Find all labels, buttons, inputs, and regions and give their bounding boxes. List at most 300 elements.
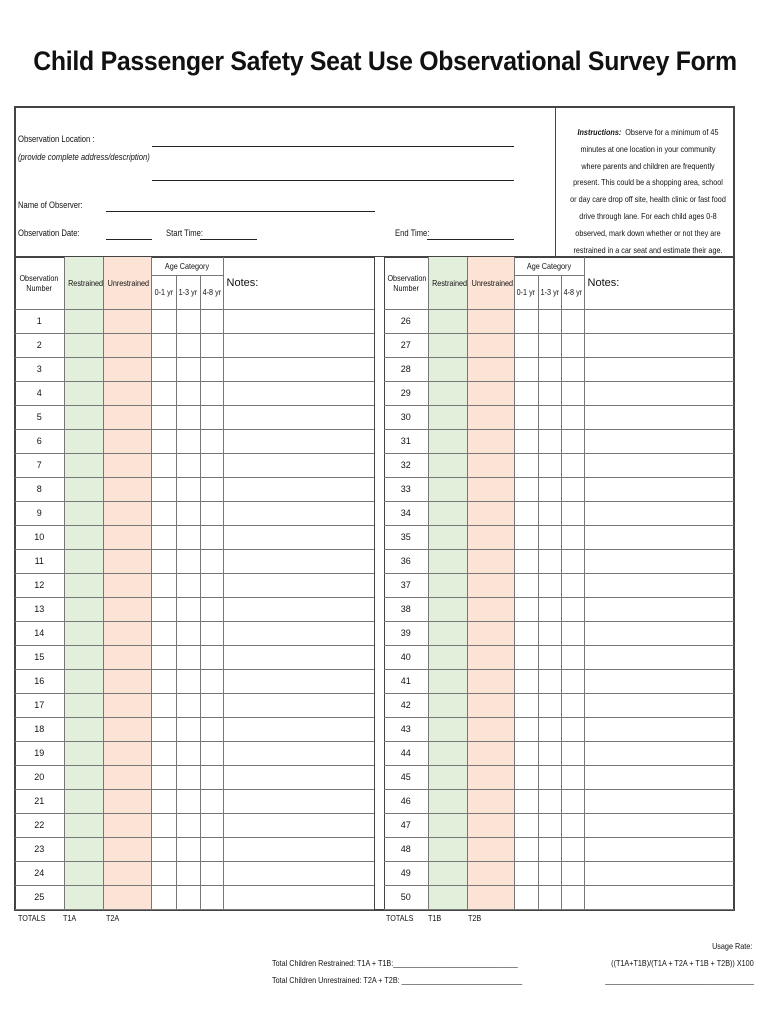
age-4-8-cell[interactable] bbox=[200, 789, 223, 813]
age-1-3-cell[interactable] bbox=[176, 429, 200, 453]
notes-cell[interactable] bbox=[223, 381, 374, 405]
age-4-8-cell[interactable] bbox=[200, 357, 223, 381]
age-4-8-cell[interactable] bbox=[561, 309, 584, 333]
age-0-1-cell[interactable] bbox=[151, 645, 176, 669]
notes-cell[interactable] bbox=[584, 861, 734, 885]
age-4-8-cell[interactable] bbox=[561, 525, 584, 549]
restrained-cell[interactable] bbox=[428, 405, 467, 429]
age-1-3-cell[interactable] bbox=[538, 501, 561, 525]
age-1-3-cell[interactable] bbox=[176, 717, 200, 741]
notes-cell[interactable] bbox=[584, 309, 734, 333]
age-1-3-cell[interactable] bbox=[538, 477, 561, 501]
age-4-8-cell[interactable] bbox=[561, 693, 584, 717]
notes-cell[interactable] bbox=[584, 837, 734, 861]
restrained-cell[interactable] bbox=[428, 837, 467, 861]
notes-cell[interactable] bbox=[223, 861, 374, 885]
age-1-3-cell[interactable] bbox=[538, 429, 561, 453]
restrained-cell[interactable] bbox=[64, 813, 103, 837]
age-0-1-cell[interactable] bbox=[514, 861, 538, 885]
age-1-3-cell[interactable] bbox=[176, 837, 200, 861]
age-0-1-cell[interactable] bbox=[514, 717, 538, 741]
restrained-cell[interactable] bbox=[64, 405, 103, 429]
age-4-8-cell[interactable] bbox=[200, 309, 223, 333]
restrained-cell[interactable] bbox=[64, 861, 103, 885]
age-0-1-cell[interactable] bbox=[151, 309, 176, 333]
age-0-1-cell[interactable] bbox=[151, 357, 176, 381]
notes-cell[interactable] bbox=[223, 573, 374, 597]
notes-cell[interactable] bbox=[584, 741, 734, 765]
age-1-3-cell[interactable] bbox=[538, 741, 561, 765]
age-1-3-cell[interactable] bbox=[538, 453, 561, 477]
age-0-1-cell[interactable] bbox=[151, 453, 176, 477]
age-1-3-cell[interactable] bbox=[176, 813, 200, 837]
restrained-cell[interactable] bbox=[64, 693, 103, 717]
unrestrained-cell[interactable] bbox=[467, 501, 514, 525]
age-1-3-cell[interactable] bbox=[176, 741, 200, 765]
age-4-8-cell[interactable] bbox=[561, 597, 584, 621]
age-1-3-cell[interactable] bbox=[176, 477, 200, 501]
age-1-3-cell[interactable] bbox=[538, 405, 561, 429]
unrestrained-cell[interactable] bbox=[467, 525, 514, 549]
age-1-3-cell[interactable] bbox=[176, 885, 200, 909]
notes-cell[interactable] bbox=[223, 357, 374, 381]
age-1-3-cell[interactable] bbox=[538, 573, 561, 597]
age-0-1-cell[interactable] bbox=[514, 381, 538, 405]
age-4-8-cell[interactable] bbox=[200, 477, 223, 501]
age-1-3-cell[interactable] bbox=[538, 309, 561, 333]
unrestrained-cell[interactable] bbox=[467, 477, 514, 501]
age-0-1-cell[interactable] bbox=[151, 621, 176, 645]
age-0-1-cell[interactable] bbox=[514, 621, 538, 645]
age-0-1-cell[interactable] bbox=[151, 837, 176, 861]
notes-cell[interactable] bbox=[223, 405, 374, 429]
unrestrained-cell[interactable] bbox=[103, 453, 151, 477]
restrained-cell[interactable] bbox=[428, 813, 467, 837]
restrained-cell[interactable] bbox=[64, 381, 103, 405]
unrestrained-cell[interactable] bbox=[103, 837, 151, 861]
age-0-1-cell[interactable] bbox=[514, 885, 538, 909]
age-1-3-cell[interactable] bbox=[538, 357, 561, 381]
notes-cell[interactable] bbox=[223, 333, 374, 357]
age-1-3-cell[interactable] bbox=[538, 333, 561, 357]
date-field-line[interactable] bbox=[106, 239, 152, 240]
notes-cell[interactable] bbox=[223, 837, 374, 861]
age-4-8-cell[interactable] bbox=[561, 837, 584, 861]
age-4-8-cell[interactable] bbox=[561, 861, 584, 885]
age-0-1-cell[interactable] bbox=[151, 597, 176, 621]
notes-cell[interactable] bbox=[584, 693, 734, 717]
notes-cell[interactable] bbox=[584, 525, 734, 549]
notes-cell[interactable] bbox=[584, 501, 734, 525]
unrestrained-cell[interactable] bbox=[103, 333, 151, 357]
restrained-cell[interactable] bbox=[64, 357, 103, 381]
notes-cell[interactable] bbox=[223, 453, 374, 477]
age-4-8-cell[interactable] bbox=[561, 621, 584, 645]
age-4-8-cell[interactable] bbox=[561, 813, 584, 837]
notes-cell[interactable] bbox=[223, 477, 374, 501]
age-0-1-cell[interactable] bbox=[514, 309, 538, 333]
age-0-1-cell[interactable] bbox=[514, 525, 538, 549]
age-0-1-cell[interactable] bbox=[514, 549, 538, 573]
observer-field-line[interactable] bbox=[106, 211, 375, 212]
age-4-8-cell[interactable] bbox=[561, 429, 584, 453]
age-4-8-cell[interactable] bbox=[200, 741, 223, 765]
unrestrained-cell[interactable] bbox=[103, 597, 151, 621]
age-1-3-cell[interactable] bbox=[538, 885, 561, 909]
age-0-1-cell[interactable] bbox=[514, 837, 538, 861]
age-0-1-cell[interactable] bbox=[514, 573, 538, 597]
restrained-cell[interactable] bbox=[428, 573, 467, 597]
age-4-8-cell[interactable] bbox=[561, 789, 584, 813]
restrained-cell[interactable] bbox=[64, 549, 103, 573]
notes-cell[interactable] bbox=[584, 717, 734, 741]
restrained-cell[interactable] bbox=[64, 333, 103, 357]
age-0-1-cell[interactable] bbox=[151, 717, 176, 741]
age-0-1-cell[interactable] bbox=[514, 669, 538, 693]
age-4-8-cell[interactable] bbox=[200, 405, 223, 429]
restrained-cell[interactable] bbox=[428, 501, 467, 525]
age-1-3-cell[interactable] bbox=[176, 309, 200, 333]
unrestrained-cell[interactable] bbox=[103, 621, 151, 645]
unrestrained-cell[interactable] bbox=[103, 741, 151, 765]
age-4-8-cell[interactable] bbox=[561, 717, 584, 741]
notes-cell[interactable] bbox=[584, 549, 734, 573]
age-0-1-cell[interactable] bbox=[151, 525, 176, 549]
restrained-cell[interactable] bbox=[64, 573, 103, 597]
age-1-3-cell[interactable] bbox=[176, 357, 200, 381]
notes-cell[interactable] bbox=[223, 501, 374, 525]
unrestrained-cell[interactable] bbox=[467, 549, 514, 573]
age-1-3-cell[interactable] bbox=[538, 813, 561, 837]
age-4-8-cell[interactable] bbox=[200, 381, 223, 405]
notes-cell[interactable] bbox=[584, 813, 734, 837]
unrestrained-cell[interactable] bbox=[467, 381, 514, 405]
notes-cell[interactable] bbox=[223, 717, 374, 741]
restrained-cell[interactable] bbox=[64, 669, 103, 693]
restrained-cell[interactable] bbox=[64, 741, 103, 765]
unrestrained-cell[interactable] bbox=[103, 765, 151, 789]
notes-cell[interactable] bbox=[584, 357, 734, 381]
age-4-8-cell[interactable] bbox=[561, 645, 584, 669]
restrained-cell[interactable] bbox=[428, 429, 467, 453]
restrained-cell[interactable] bbox=[428, 357, 467, 381]
age-4-8-cell[interactable] bbox=[200, 525, 223, 549]
age-4-8-cell[interactable] bbox=[200, 765, 223, 789]
age-1-3-cell[interactable] bbox=[538, 549, 561, 573]
age-0-1-cell[interactable] bbox=[514, 405, 538, 429]
restrained-cell[interactable] bbox=[428, 525, 467, 549]
restrained-cell[interactable] bbox=[64, 453, 103, 477]
unrestrained-cell[interactable] bbox=[467, 453, 514, 477]
age-1-3-cell[interactable] bbox=[538, 717, 561, 741]
age-0-1-cell[interactable] bbox=[514, 597, 538, 621]
age-4-8-cell[interactable] bbox=[200, 861, 223, 885]
restrained-cell[interactable] bbox=[428, 741, 467, 765]
age-1-3-cell[interactable] bbox=[176, 405, 200, 429]
unrestrained-cell[interactable] bbox=[467, 813, 514, 837]
unrestrained-cell[interactable] bbox=[467, 333, 514, 357]
age-0-1-cell[interactable] bbox=[151, 501, 176, 525]
age-1-3-cell[interactable] bbox=[538, 669, 561, 693]
age-4-8-cell[interactable] bbox=[561, 885, 584, 909]
restrained-cell[interactable] bbox=[428, 669, 467, 693]
age-4-8-cell[interactable] bbox=[561, 357, 584, 381]
age-0-1-cell[interactable] bbox=[151, 477, 176, 501]
restrained-cell[interactable] bbox=[64, 717, 103, 741]
notes-cell[interactable] bbox=[584, 621, 734, 645]
age-0-1-cell[interactable] bbox=[151, 549, 176, 573]
age-1-3-cell[interactable] bbox=[538, 525, 561, 549]
unrestrained-cell[interactable] bbox=[103, 501, 151, 525]
age-1-3-cell[interactable] bbox=[176, 525, 200, 549]
age-0-1-cell[interactable] bbox=[151, 813, 176, 837]
notes-cell[interactable] bbox=[584, 573, 734, 597]
start-time-field-line[interactable] bbox=[200, 239, 257, 240]
age-1-3-cell[interactable] bbox=[538, 765, 561, 789]
age-1-3-cell[interactable] bbox=[538, 693, 561, 717]
unrestrained-cell[interactable] bbox=[103, 549, 151, 573]
age-4-8-cell[interactable] bbox=[200, 645, 223, 669]
restrained-cell[interactable] bbox=[428, 789, 467, 813]
age-4-8-cell[interactable] bbox=[200, 573, 223, 597]
age-4-8-cell[interactable] bbox=[200, 693, 223, 717]
age-0-1-cell[interactable] bbox=[151, 573, 176, 597]
restrained-cell[interactable] bbox=[64, 525, 103, 549]
age-0-1-cell[interactable] bbox=[151, 429, 176, 453]
unrestrained-cell[interactable] bbox=[103, 309, 151, 333]
notes-cell[interactable] bbox=[223, 429, 374, 453]
age-4-8-cell[interactable] bbox=[200, 549, 223, 573]
age-4-8-cell[interactable] bbox=[561, 765, 584, 789]
restrained-cell[interactable] bbox=[64, 837, 103, 861]
unrestrained-cell[interactable] bbox=[103, 525, 151, 549]
age-1-3-cell[interactable] bbox=[176, 693, 200, 717]
age-4-8-cell[interactable] bbox=[561, 573, 584, 597]
age-1-3-cell[interactable] bbox=[176, 333, 200, 357]
age-4-8-cell[interactable] bbox=[200, 813, 223, 837]
notes-cell[interactable] bbox=[223, 693, 374, 717]
age-4-8-cell[interactable] bbox=[561, 501, 584, 525]
age-1-3-cell[interactable] bbox=[176, 573, 200, 597]
age-0-1-cell[interactable] bbox=[514, 501, 538, 525]
notes-cell[interactable] bbox=[584, 669, 734, 693]
age-0-1-cell[interactable] bbox=[514, 477, 538, 501]
unrestrained-cell[interactable] bbox=[467, 789, 514, 813]
age-1-3-cell[interactable] bbox=[176, 621, 200, 645]
notes-cell[interactable] bbox=[223, 309, 374, 333]
age-1-3-cell[interactable] bbox=[538, 789, 561, 813]
notes-cell[interactable] bbox=[223, 597, 374, 621]
age-4-8-cell[interactable] bbox=[200, 669, 223, 693]
restrained-cell[interactable] bbox=[64, 765, 103, 789]
age-0-1-cell[interactable] bbox=[514, 741, 538, 765]
age-0-1-cell[interactable] bbox=[514, 693, 538, 717]
restrained-cell[interactable] bbox=[64, 645, 103, 669]
age-4-8-cell[interactable] bbox=[200, 429, 223, 453]
restrained-cell[interactable] bbox=[428, 333, 467, 357]
unrestrained-cell[interactable] bbox=[467, 309, 514, 333]
notes-cell[interactable] bbox=[584, 789, 734, 813]
restrained-cell[interactable] bbox=[428, 597, 467, 621]
notes-cell[interactable] bbox=[223, 549, 374, 573]
age-4-8-cell[interactable] bbox=[561, 453, 584, 477]
age-1-3-cell[interactable] bbox=[176, 597, 200, 621]
restrained-cell[interactable] bbox=[64, 477, 103, 501]
age-4-8-cell[interactable] bbox=[200, 717, 223, 741]
age-1-3-cell[interactable] bbox=[538, 645, 561, 669]
age-1-3-cell[interactable] bbox=[538, 837, 561, 861]
age-4-8-cell[interactable] bbox=[561, 549, 584, 573]
unrestrained-cell[interactable] bbox=[103, 885, 151, 909]
age-4-8-cell[interactable] bbox=[561, 333, 584, 357]
unrestrained-cell[interactable] bbox=[467, 669, 514, 693]
unrestrained-cell[interactable] bbox=[103, 477, 151, 501]
unrestrained-cell[interactable] bbox=[103, 693, 151, 717]
age-4-8-cell[interactable] bbox=[200, 501, 223, 525]
restrained-cell[interactable] bbox=[428, 621, 467, 645]
age-0-1-cell[interactable] bbox=[151, 861, 176, 885]
unrestrained-cell[interactable] bbox=[103, 429, 151, 453]
age-0-1-cell[interactable] bbox=[514, 333, 538, 357]
age-0-1-cell[interactable] bbox=[151, 789, 176, 813]
unrestrained-cell[interactable] bbox=[467, 645, 514, 669]
age-0-1-cell[interactable] bbox=[514, 453, 538, 477]
restrained-cell[interactable] bbox=[428, 309, 467, 333]
age-1-3-cell[interactable] bbox=[176, 453, 200, 477]
unrestrained-cell[interactable] bbox=[467, 885, 514, 909]
restrained-cell[interactable] bbox=[428, 645, 467, 669]
age-0-1-cell[interactable] bbox=[514, 429, 538, 453]
end-time-field-line[interactable] bbox=[427, 239, 514, 240]
restrained-cell[interactable] bbox=[428, 381, 467, 405]
unrestrained-cell[interactable] bbox=[103, 717, 151, 741]
age-4-8-cell[interactable] bbox=[561, 741, 584, 765]
age-1-3-cell[interactable] bbox=[176, 549, 200, 573]
restrained-cell[interactable] bbox=[428, 765, 467, 789]
unrestrained-cell[interactable] bbox=[467, 357, 514, 381]
age-1-3-cell[interactable] bbox=[176, 861, 200, 885]
age-1-3-cell[interactable] bbox=[176, 501, 200, 525]
age-4-8-cell[interactable] bbox=[200, 333, 223, 357]
unrestrained-cell[interactable] bbox=[103, 861, 151, 885]
notes-cell[interactable] bbox=[223, 813, 374, 837]
unrestrained-cell[interactable] bbox=[103, 405, 151, 429]
age-0-1-cell[interactable] bbox=[151, 885, 176, 909]
unrestrained-cell[interactable] bbox=[103, 669, 151, 693]
restrained-cell[interactable] bbox=[64, 501, 103, 525]
notes-cell[interactable] bbox=[223, 765, 374, 789]
notes-cell[interactable] bbox=[223, 645, 374, 669]
unrestrained-cell[interactable] bbox=[467, 405, 514, 429]
age-4-8-cell[interactable] bbox=[200, 621, 223, 645]
restrained-cell[interactable] bbox=[428, 477, 467, 501]
age-0-1-cell[interactable] bbox=[151, 669, 176, 693]
notes-cell[interactable] bbox=[584, 597, 734, 621]
age-0-1-cell[interactable] bbox=[151, 333, 176, 357]
notes-cell[interactable] bbox=[584, 765, 734, 789]
notes-cell[interactable] bbox=[584, 453, 734, 477]
unrestrained-cell[interactable] bbox=[467, 597, 514, 621]
age-0-1-cell[interactable] bbox=[151, 765, 176, 789]
age-4-8-cell[interactable] bbox=[200, 597, 223, 621]
age-0-1-cell[interactable] bbox=[151, 405, 176, 429]
unrestrained-cell[interactable] bbox=[103, 573, 151, 597]
notes-cell[interactable] bbox=[223, 741, 374, 765]
restrained-cell[interactable] bbox=[64, 621, 103, 645]
notes-cell[interactable] bbox=[223, 885, 374, 909]
restrained-cell[interactable] bbox=[428, 693, 467, 717]
age-4-8-cell[interactable] bbox=[561, 381, 584, 405]
age-1-3-cell[interactable] bbox=[538, 381, 561, 405]
unrestrained-cell[interactable] bbox=[467, 837, 514, 861]
age-0-1-cell[interactable] bbox=[514, 789, 538, 813]
unrestrained-cell[interactable] bbox=[467, 573, 514, 597]
age-1-3-cell[interactable] bbox=[176, 789, 200, 813]
age-1-3-cell[interactable] bbox=[176, 381, 200, 405]
notes-cell[interactable] bbox=[584, 885, 734, 909]
unrestrained-cell[interactable] bbox=[467, 861, 514, 885]
notes-cell[interactable] bbox=[584, 333, 734, 357]
age-1-3-cell[interactable] bbox=[538, 621, 561, 645]
age-4-8-cell[interactable] bbox=[200, 453, 223, 477]
unrestrained-cell[interactable] bbox=[467, 717, 514, 741]
restrained-cell[interactable] bbox=[64, 597, 103, 621]
age-4-8-cell[interactable] bbox=[561, 405, 584, 429]
age-1-3-cell[interactable] bbox=[176, 645, 200, 669]
unrestrained-cell[interactable] bbox=[103, 789, 151, 813]
unrestrained-cell[interactable] bbox=[103, 813, 151, 837]
age-4-8-cell[interactable] bbox=[200, 885, 223, 909]
restrained-cell[interactable] bbox=[64, 309, 103, 333]
unrestrained-cell[interactable] bbox=[467, 741, 514, 765]
age-1-3-cell[interactable] bbox=[176, 669, 200, 693]
unrestrained-cell[interactable] bbox=[467, 765, 514, 789]
age-1-3-cell[interactable] bbox=[538, 597, 561, 621]
restrained-cell[interactable] bbox=[428, 717, 467, 741]
restrained-cell[interactable] bbox=[64, 885, 103, 909]
unrestrained-cell[interactable] bbox=[467, 429, 514, 453]
notes-cell[interactable] bbox=[223, 621, 374, 645]
unrestrained-cell[interactable] bbox=[103, 645, 151, 669]
age-4-8-cell[interactable] bbox=[561, 669, 584, 693]
age-1-3-cell[interactable] bbox=[538, 861, 561, 885]
age-0-1-cell[interactable] bbox=[151, 693, 176, 717]
notes-cell[interactable] bbox=[223, 669, 374, 693]
restrained-cell[interactable] bbox=[64, 789, 103, 813]
restrained-cell[interactable] bbox=[428, 861, 467, 885]
age-4-8-cell[interactable] bbox=[561, 477, 584, 501]
unrestrained-cell[interactable] bbox=[467, 693, 514, 717]
restrained-cell[interactable] bbox=[428, 549, 467, 573]
age-1-3-cell[interactable] bbox=[176, 765, 200, 789]
age-0-1-cell[interactable] bbox=[151, 741, 176, 765]
age-0-1-cell[interactable] bbox=[514, 357, 538, 381]
notes-cell[interactable] bbox=[223, 789, 374, 813]
restrained-cell[interactable] bbox=[64, 429, 103, 453]
notes-cell[interactable] bbox=[584, 645, 734, 669]
age-0-1-cell[interactable] bbox=[514, 645, 538, 669]
restrained-cell[interactable] bbox=[428, 453, 467, 477]
age-4-8-cell[interactable] bbox=[200, 837, 223, 861]
notes-cell[interactable] bbox=[584, 477, 734, 501]
age-0-1-cell[interactable] bbox=[514, 813, 538, 837]
location-field-line-2[interactable] bbox=[152, 180, 514, 181]
age-0-1-cell[interactable] bbox=[151, 381, 176, 405]
unrestrained-cell[interactable] bbox=[103, 357, 151, 381]
notes-cell[interactable] bbox=[223, 525, 374, 549]
restrained-cell[interactable] bbox=[428, 885, 467, 909]
unrestrained-cell[interactable] bbox=[103, 381, 151, 405]
